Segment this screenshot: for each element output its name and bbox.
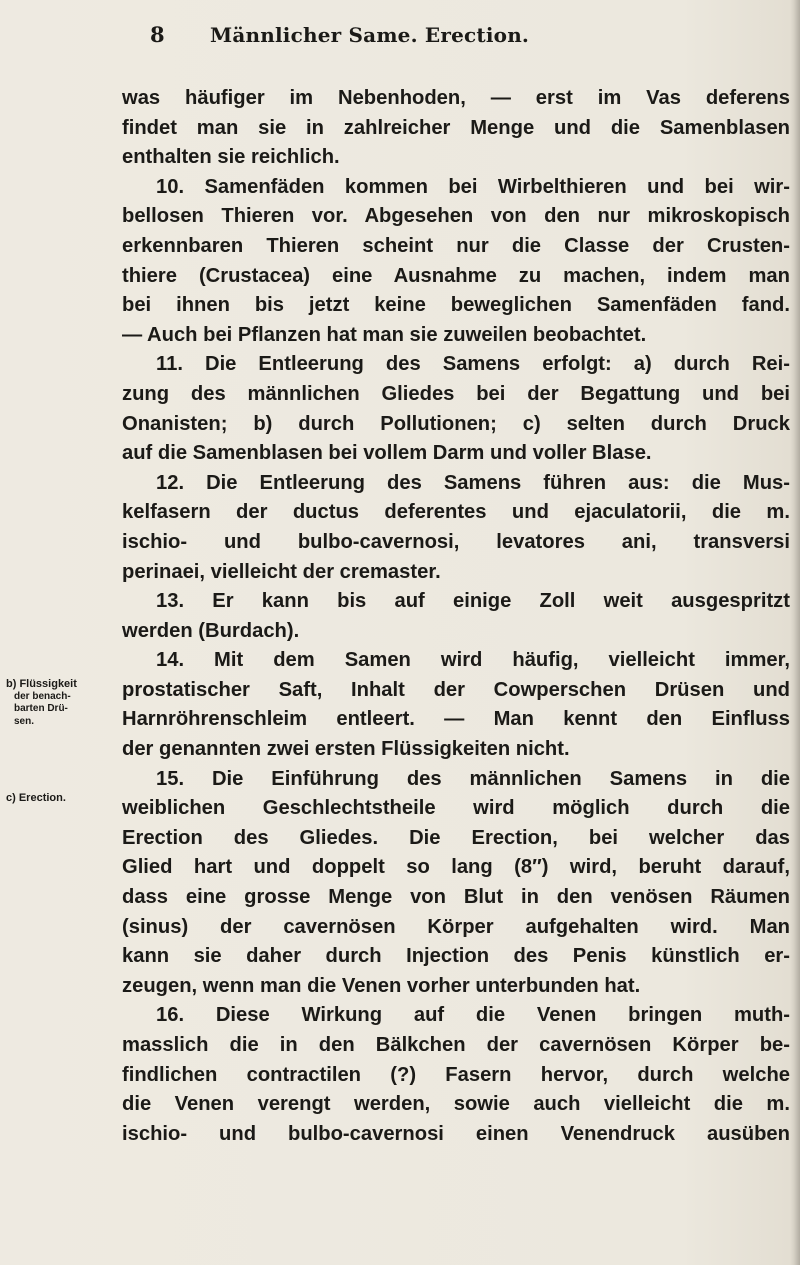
text-line: dass eine grosse Menge von Blut in den venösen Räumen xyxy=(122,886,790,909)
running-title: Männlicher Same. Erection. xyxy=(210,23,530,47)
text-line: 12. Die Entleerung des Samens führen aus: die Mus- xyxy=(156,471,790,494)
text-line: was häufiger im Nebenhoden, — erst im Vas deferens xyxy=(122,87,790,109)
margin-note-erection: c) Erection. xyxy=(6,792,66,804)
text-line: prostatischer Saft, Inhalt der Cowperschen Drüsen und xyxy=(122,678,790,701)
margin-notes xyxy=(0,0,120,1265)
text-line: bei ihnen bis jetzt keine beweglichen Samenfäden fand. xyxy=(122,294,790,317)
text-line: 10. Samenfäden kommen bei Wirbelthieren und bei wir- xyxy=(156,175,790,198)
text-line: 16. Diese Wirkung auf die Venen bringen muth- xyxy=(156,1004,790,1027)
text-line: ischio- und bulbo-cavernosi einen Venendruck ausüben xyxy=(122,1122,790,1145)
text-line: perinaei, vielleicht der cremaster. xyxy=(122,560,441,583)
margin-note-line: b) Flüssigkeit xyxy=(6,678,77,690)
text-line: findet man sie in zahlreicher Menge und die Samenblasen xyxy=(122,116,790,139)
text-line: (sinus) der cavernösen Körper aufgehalten wird. Man xyxy=(122,915,790,938)
text-line: Erection des Gliedes. Die Erection, bei welcher das xyxy=(122,826,790,849)
text-line: — Auch bei Pflanzen hat man sie zuweilen beobachtet. xyxy=(122,323,647,346)
margin-note-fluids xyxy=(6,678,77,728)
text-line: erkennbaren Thieren scheint nur die Classe der Crusten- xyxy=(122,234,790,257)
text-line: ischio- und bulbo-cavernosi, levatores ani, transversi xyxy=(122,530,790,553)
margin-note-line: barten Drü- xyxy=(14,703,68,714)
text-line: enthalten sie reichlich. xyxy=(122,146,340,169)
text-line: 13. Er kann bis auf einige Zoll weit ausgespritzt xyxy=(156,590,790,613)
binding-edge-shadow xyxy=(790,0,800,1265)
page-number: 8 xyxy=(150,22,165,47)
text-line: Glied hart und doppelt so lang (8″) wird, beruht darauf, xyxy=(122,856,790,879)
text-line: 15. Die Einführung des männlichen Samens in die xyxy=(156,767,790,790)
text-line: zung des männlichen Gliedes bei der Begattung und bei xyxy=(122,382,790,405)
margin-note-line: sen. xyxy=(14,715,35,727)
text-line: kelfasern der ductus deferentes und ejaculatorii, die m. xyxy=(122,501,790,524)
text-line: thiere (Crustacea) eine Ausnahme zu machen, indem man xyxy=(122,264,790,287)
margin-note-line: der benach- xyxy=(14,690,71,702)
text-line: zeugen, wenn man die Venen vorher unterbunden hat. xyxy=(122,974,641,997)
text-line: bellosen Thieren vor. Abgesehen von den nur mikroskopisch xyxy=(122,205,790,228)
text-line: findlichen contractilen (?) Fasern hervor, durch welche xyxy=(122,1063,790,1086)
text-line: kann sie daher durch Injection des Penis künstlich er- xyxy=(122,945,790,968)
text-line: masslich die in den Bälkchen der cavernösen Körper be- xyxy=(122,1034,790,1056)
text-line: auf die Samenblasen bei vollem Darm und voller Blase. xyxy=(122,442,652,465)
text-line: 11. Die Entleerung des Samens erfolgt: a) durch Rei- xyxy=(156,353,790,376)
body-text xyxy=(122,84,790,1149)
text-line: werden (Burdach). xyxy=(122,619,300,642)
text-line: weiblichen Geschlechtstheile wird möglich durch die xyxy=(122,797,790,820)
text-line: die Venen verengt werden, sowie auch vielleicht die m. xyxy=(122,1093,790,1116)
text-line: 14. Mit dem Samen wird häufig, vielleicht immer, xyxy=(156,649,790,672)
text-line: der genannten zwei ersten Flüssigkeiten nicht. xyxy=(122,738,570,761)
page-header xyxy=(0,22,800,48)
text-line: Harnröhrenschleim entleert. — Man kennt den Einfluss xyxy=(122,708,790,731)
text-line: Onanisten; b) durch Pollutionen; c) selten durch Druck xyxy=(122,412,790,435)
